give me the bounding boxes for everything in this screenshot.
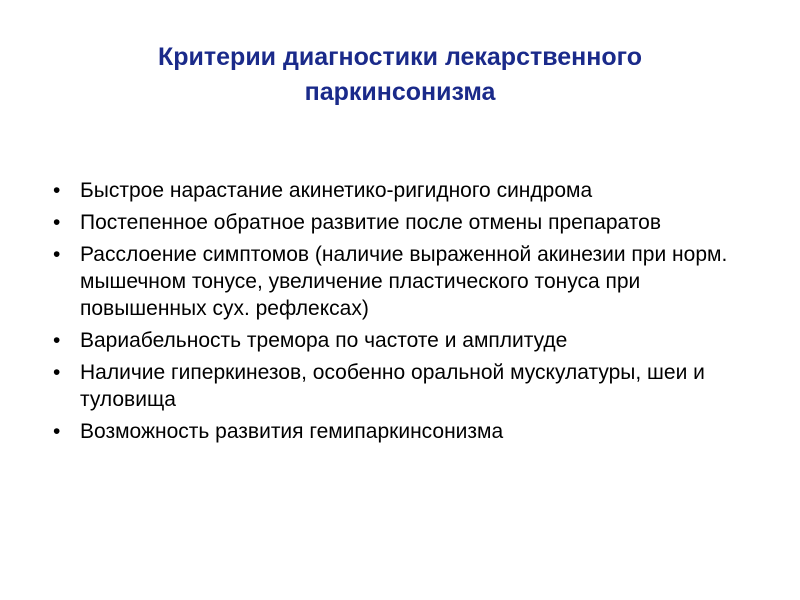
bullet-icon: • [53,211,61,234]
list-item [53,327,753,354]
list-item [53,418,753,445]
list-item-text: Возможность развития гемипаркинсонизма [80,420,504,443]
slide-title-line-2: паркинсонизма [304,78,496,106]
list-item-text: Наличие гиперкинезов, особенно оральной мускулатуры, шеи и туловища [80,361,705,411]
list-item [53,209,753,236]
bullet-icon: • [53,179,61,202]
list-item [53,359,753,413]
list-item-text: Быстрое нарастание акинетико-ригидного синдрома [80,179,593,202]
list-item-text: Расслоение симптомов (наличие выраженной акинезии при норм. мышечном тонусе, увеличение пластического тонуса при повышенных сух. рефлексах) [80,243,728,320]
bullet-icon: • [53,361,61,384]
criteria-list [53,177,753,450]
list-item [53,241,753,322]
bullet-icon: • [53,420,61,443]
bullet-icon: • [53,243,61,266]
list-item-text: Вариабельность тремора по частоте и амплитуде [80,329,568,352]
slide-title [60,40,740,110]
slide-title-line-1: Критерии диагностики лекарственного [158,43,642,71]
list-item-text: Постепенное обратное развитие после отмены препаратов [80,211,661,234]
bullet-icon: • [53,329,61,352]
list-item [53,177,753,204]
